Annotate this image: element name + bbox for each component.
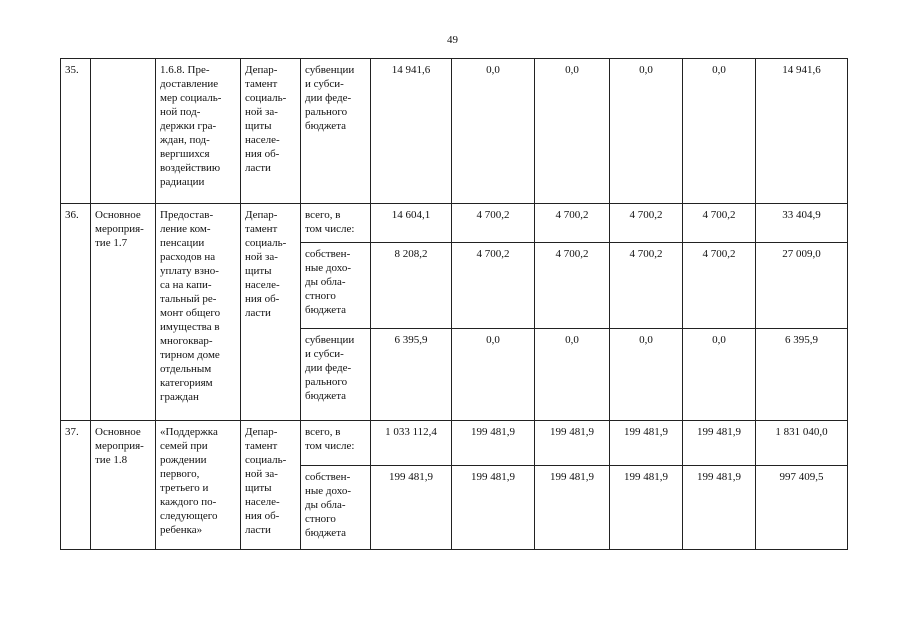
- value-cell: 0,0: [535, 59, 610, 204]
- row-index: 36.: [61, 204, 91, 421]
- total-cell: 14 941,6: [756, 59, 848, 204]
- total-cell: 27 009,0: [756, 243, 848, 329]
- name-cell: «Поддержка семей при рождении первого, третьего и каждого по- следующего ребенка»: [156, 421, 241, 550]
- value-cell: 0,0: [610, 329, 683, 421]
- value-cell: 4 700,2: [535, 204, 610, 243]
- table-row: [61, 204, 848, 243]
- row-index: 37.: [61, 421, 91, 550]
- total-cell: 33 404,9: [756, 204, 848, 243]
- source-cell: субвенции и субси- дии феде- рального бюджета: [301, 329, 371, 421]
- value-cell: 1 033 112,4: [371, 421, 452, 466]
- value-cell: 0,0: [452, 59, 535, 204]
- source-cell: собствен- ные дохо- ды обла- стного бюджета: [301, 466, 371, 550]
- value-cell: 14 604,1: [371, 204, 452, 243]
- value-cell: 4 700,2: [683, 243, 756, 329]
- value-cell: 199 481,9: [535, 466, 610, 550]
- executor-cell: Депар- тамент социаль- ной за- щиты населе- ния об- ласти: [241, 204, 301, 421]
- value-cell: 4 700,2: [610, 243, 683, 329]
- executor-cell: Депар- тамент социаль- ной за- щиты населе- ния об- ласти: [241, 421, 301, 550]
- table-row: [61, 421, 848, 466]
- value-cell: 6 395,9: [371, 329, 452, 421]
- source-cell: собствен- ные дохо- ды обла- стного бюджета: [301, 243, 371, 329]
- name-cell: 1.6.8. Пре- доставление мер социаль- ной под- держки гра- ждан, под- вергшихся воздействию радиации: [156, 59, 241, 204]
- value-cell: 199 481,9: [683, 421, 756, 466]
- value-cell: 0,0: [683, 59, 756, 204]
- value-cell: 4 700,2: [452, 204, 535, 243]
- source-cell: всего, в том числе:: [301, 204, 371, 243]
- row-index: 35.: [61, 59, 91, 204]
- value-cell: 0,0: [535, 329, 610, 421]
- total-cell: 997 409,5: [756, 466, 848, 550]
- event-cell: Основное мероприя- тие 1.8: [91, 421, 156, 550]
- value-cell: 4 700,2: [610, 204, 683, 243]
- budget-table: [60, 58, 848, 550]
- value-cell: 199 481,9: [683, 466, 756, 550]
- name-cell: Предостав- ление ком- пенсации расходов на уплату взно- са на капи- тальный ре- монт общего имущества в многоквар- тирном доме отдельным категориям граждан: [156, 204, 241, 421]
- table-row: [61, 59, 848, 204]
- value-cell: 8 208,2: [371, 243, 452, 329]
- value-cell: 199 481,9: [452, 421, 535, 466]
- value-cell: 199 481,9: [610, 466, 683, 550]
- value-cell: 0,0: [683, 329, 756, 421]
- event-cell: [91, 59, 156, 204]
- value-cell: 14 941,6: [371, 59, 452, 204]
- value-cell: 199 481,9: [371, 466, 452, 550]
- value-cell: 4 700,2: [452, 243, 535, 329]
- value-cell: 4 700,2: [683, 204, 756, 243]
- page-number: 49: [447, 34, 458, 46]
- value-cell: 199 481,9: [610, 421, 683, 466]
- source-cell: всего, в том числе:: [301, 421, 371, 466]
- value-cell: 4 700,2: [535, 243, 610, 329]
- executor-cell: Депар- тамент социаль- ной за- щиты населе- ния об- ласти: [241, 59, 301, 204]
- value-cell: 199 481,9: [535, 421, 610, 466]
- value-cell: 0,0: [452, 329, 535, 421]
- value-cell: 0,0: [610, 59, 683, 204]
- source-cell: субвенции и субси- дии феде- рального бюджета: [301, 59, 371, 204]
- total-cell: 1 831 040,0: [756, 421, 848, 466]
- value-cell: 199 481,9: [452, 466, 535, 550]
- event-cell: Основное мероприя- тие 1.7: [91, 204, 156, 421]
- total-cell: 6 395,9: [756, 329, 848, 421]
